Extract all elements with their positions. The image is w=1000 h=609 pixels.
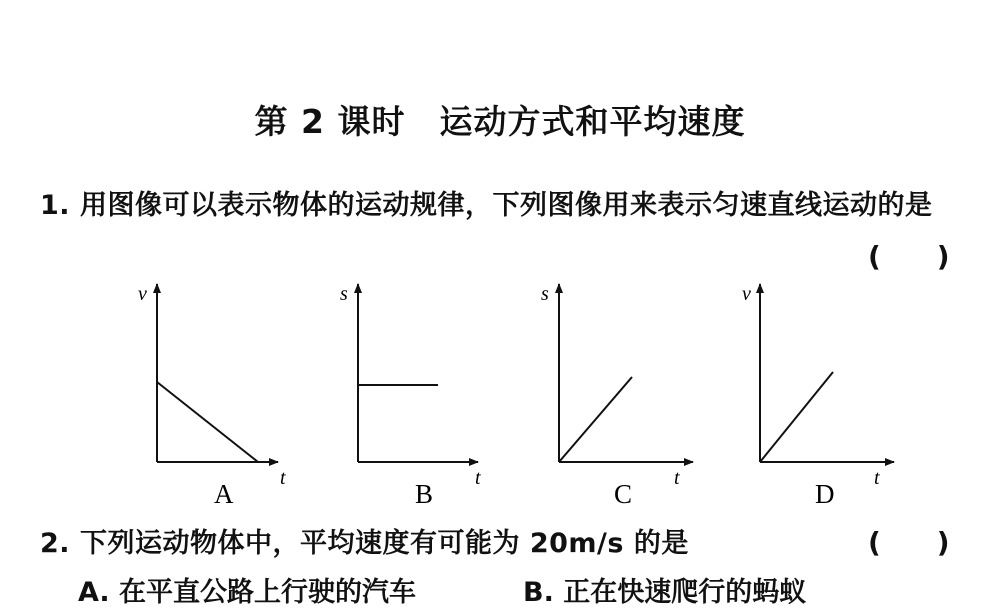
graph-a-y-label: v: [138, 283, 147, 305]
section-title: 第 2 课时 运动方式和平均速度: [254, 102, 746, 141]
graph-a-x-label: t: [280, 467, 286, 489]
motion-graphs: [0, 270, 1000, 510]
graph-b-x-label: t: [475, 467, 481, 489]
graph-c-y-label: s: [541, 283, 549, 305]
graph-d-option-label: D: [815, 479, 835, 509]
graph-b-y-label: s: [340, 283, 348, 305]
graph-a-option-label: A: [214, 479, 234, 509]
question-2-answer-bracket: ( ): [868, 526, 950, 559]
graph-d-line: [760, 372, 833, 462]
graph-d-x-label: t: [874, 467, 880, 489]
graph-a: [138, 283, 286, 509]
graph-c: [541, 283, 693, 509]
graph-d: [742, 283, 894, 509]
question-1-text: 1. 用图像可以表示物体的运动规律，下列图像用来表示匀速直线运动的是: [40, 190, 933, 221]
question-1-answer-bracket: ( ): [868, 240, 950, 273]
graph-d-y-label: v: [742, 283, 751, 305]
graph-a-line: [157, 382, 258, 462]
question-2-option-b: B. 正在快速爬行的蚂蚁: [523, 577, 807, 608]
question-2-text: 2. 下列运动物体中，平均速度有可能为 20m/s 的是: [40, 528, 689, 559]
graph-b-option-label: B: [415, 479, 434, 509]
graph-c-x-label: t: [674, 467, 680, 489]
graph-c-line: [559, 377, 632, 462]
question-2-option-a: A. 在平直公路上行驶的汽车: [78, 577, 417, 608]
graph-b: [340, 283, 481, 509]
graph-c-option-label: C: [614, 479, 633, 509]
